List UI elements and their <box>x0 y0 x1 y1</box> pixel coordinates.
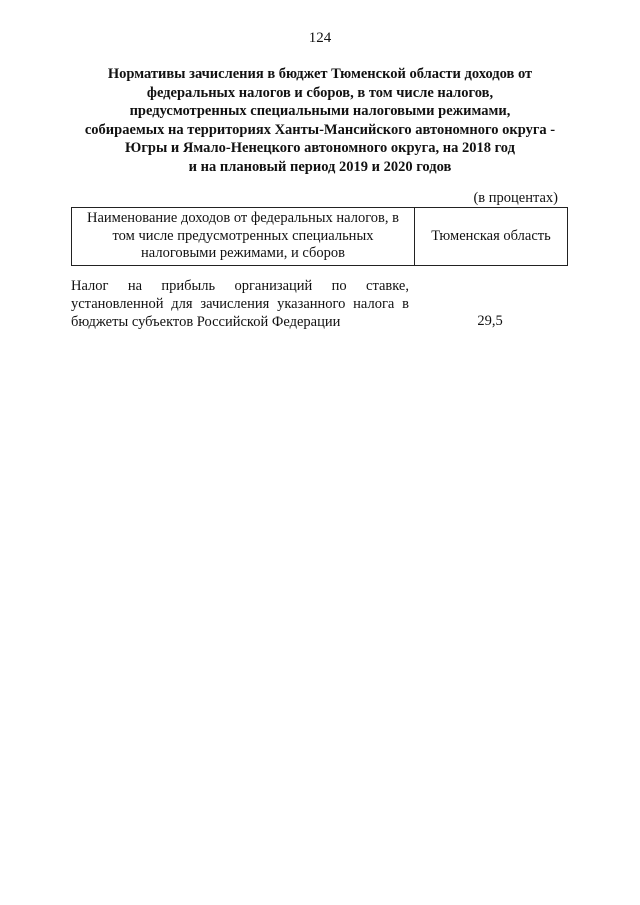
header-row <box>72 208 568 266</box>
title-line: и на плановый период 2019 и 2020 годов <box>188 158 452 175</box>
table-row-name <box>71 277 409 331</box>
units-note: (в процентах) <box>473 190 558 206</box>
title-line: федеральных налогов и сборов, в том числе налогов, <box>146 84 494 101</box>
title-line: собираемых на территориях Ханты-Мансийского автономного округа - <box>84 121 556 138</box>
title-line: Нормативы зачисления в бюджет Тюменской области доходов от <box>107 66 533 82</box>
title-line: Югры и Ямало-Ненецкого автономного округа, на 2018 год <box>125 140 515 156</box>
header-name-line: том числе предусмотренных специальных <box>112 227 374 244</box>
header-name-line: Наименование доходов от федеральных налогов, в <box>87 210 399 226</box>
header-cell-region: Тюменская область <box>415 208 568 266</box>
row-name-line: установленной для зачисления указанного налога в <box>71 296 409 312</box>
header-name-line: налоговыми режимами, и сборов <box>141 245 345 261</box>
row-name-line: бюджеты субъектов Российской Федерации <box>71 314 341 330</box>
header-cell-name <box>72 208 415 266</box>
row-name-line: Налог на прибыль организаций по ставке, <box>71 278 409 294</box>
table-header <box>71 207 568 266</box>
page-number: 124 <box>308 30 332 46</box>
title-line: предусмотренных специальными налоговыми режимами, <box>129 103 511 119</box>
table-row-value: 29,5 <box>477 313 503 329</box>
document-title <box>60 65 580 176</box>
